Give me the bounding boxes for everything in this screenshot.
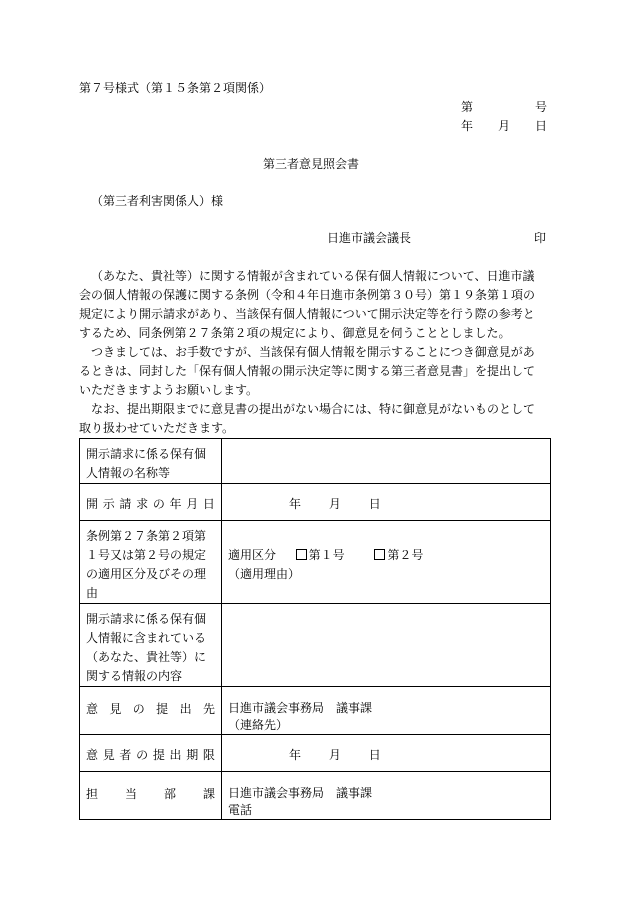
row-label-submission-destination: 意 見 の 提 出 先: [80, 687, 222, 735]
body-line: つきましては、お手数ですが、当該保有個人情報を開示することにつき御意見があ: [91, 345, 535, 359]
page-title: 第三者意見照会書: [263, 157, 360, 171]
table-row: [80, 484, 551, 521]
body-line: なお、提出期限までに意見書の提出がない場合には、特に御意見がないものとして: [91, 402, 536, 416]
row-label-application-category: 条例第２７条第２項第 １号又は第２号の規定 の適用区分及びその理 由: [80, 521, 222, 604]
row-label-information-name: 開示請求に係る保有個 人情報の名称等: [80, 439, 222, 484]
application-category-field: [222, 521, 551, 604]
table-row: [80, 439, 551, 484]
submission-destination-field: 日進市議会事務局 議事課 （連絡先）: [222, 687, 551, 735]
body-line: 規定により開示請求があり、当該保有個人情報について開示決定等を行う際の参考と: [79, 307, 535, 321]
checkbox-option-1[interactable]: [296, 549, 307, 560]
option-1-label: 第１号: [308, 548, 345, 562]
seal-mark: 印: [534, 231, 547, 245]
row-label-information-content: 開示請求に係る保有個 人情報に含まれている （あなた、貴社等）に 関する情報の内容: [80, 604, 222, 687]
table-row: [80, 687, 551, 735]
table-row: [80, 521, 551, 604]
row-label-department: 担 当 部 課: [80, 772, 222, 820]
body-line: （あなた、貴社等）に関する情報が含まれている保有個人情報について、日進市議: [91, 269, 535, 283]
body-line: 会の個人情報の保護に関する条例（令和４年日進市条例第３０号）第１９条第１項の: [79, 288, 536, 302]
document-number-prefix: 第: [461, 100, 474, 114]
document-number-suffix: 号: [535, 100, 548, 114]
sender-name: 日進市議会議長: [327, 231, 412, 245]
body-line: するため、同条例第２７条第２項の規定により、御意見を伺うこととしました。: [79, 326, 511, 340]
request-date-field[interactable]: 年 月 日: [222, 484, 551, 521]
row-label-submission-deadline: 意 見 者 の 提 出 期 限: [80, 735, 222, 772]
table-row: [80, 772, 551, 820]
body-line: 取り扱わせていただきます。: [79, 421, 235, 435]
category-label: 適用区分: [228, 548, 277, 562]
document-date-month: 月: [498, 119, 511, 133]
department-field: 日進市議会事務局 議事課 電話: [222, 772, 551, 820]
checkbox-option-2[interactable]: [374, 549, 385, 560]
addressee: （第三者利害関係人）様: [91, 194, 224, 208]
information-content-field[interactable]: [222, 604, 551, 687]
information-name-field[interactable]: [222, 439, 551, 484]
row-label-request-date: 開 示 請 求 の 年 月 日: [80, 484, 222, 521]
body-line: いただきますようお願いします。: [79, 383, 259, 397]
table-row: [80, 735, 551, 772]
information-table: [79, 438, 551, 820]
document-date-year: 年: [461, 119, 474, 133]
form-number: 第７号様式（第１５条第２項関係）: [79, 81, 272, 95]
table-row: [80, 604, 551, 687]
body-line: るときは、同封した「保有個人情報の開示決定等に関する第三者意見書」を提出して: [79, 364, 536, 378]
document-date-day: 日: [535, 119, 548, 133]
application-reason: （適用理由）: [228, 567, 301, 581]
submission-deadline-field[interactable]: 年 月 日: [222, 735, 551, 772]
option-2-label: 第２号: [387, 548, 424, 562]
